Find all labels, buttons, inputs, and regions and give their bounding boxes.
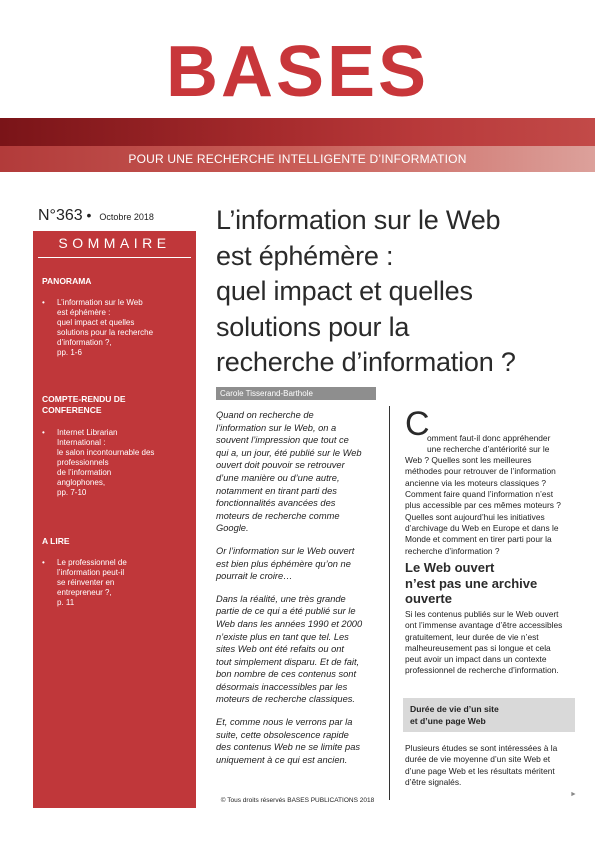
body-paragraph: Plusieurs études se sont intéressées à la durée de vie moyenne d’un site Web et d’une page Web et les résultats méritent d’être signalés. xyxy=(405,743,558,787)
sommaire-heading-a-lire: A LIRE xyxy=(42,536,70,546)
author-byline: Carole Tisserand-Barthole xyxy=(216,387,376,400)
article-lead-column xyxy=(216,409,380,776)
sommaire-item-compte-rendu[interactable]: • Internet Librarian International : le salon incontournable des professionnels de l’information anglophones, pp. 7-10 xyxy=(42,428,155,497)
lead-paragraph: Et, comme nous le verrons par la suite, cette obsolescence rapide des contenus Web ne se limite pas uniquement à ce qui est ancien. xyxy=(216,717,361,765)
body-paragraph: Si les contenus publiés sur le Web ouvert ont l’immense avantage d’être accessibles gratuitement, leur durée de vie n’est malheureusement pas si longue et cela peut avoir un impact dans un contexte professionnel de recherche d’information. xyxy=(405,609,563,676)
lead-paragraph: Or l’information sur le Web ouvert est bien plus éphémère qu’on ne pourrait le croire… xyxy=(216,545,355,582)
bullet-icon: • xyxy=(42,298,45,307)
sommaire-heading-panorama: PANORAMA xyxy=(42,276,92,286)
copyright-notice: © Tous droits réservés BASES PUBLICATIONS 2018 xyxy=(220,797,375,804)
issue-number: N°363 xyxy=(38,207,83,224)
header-banner xyxy=(0,118,595,146)
article-title: L’information sur le Web est éphémère : quel impact et quelles solutions pour la recherche d’information ? xyxy=(216,205,516,377)
next-page-arrow-icon[interactable]: ► xyxy=(570,791,577,798)
issue-info xyxy=(38,207,154,225)
tagline: POUR UNE RECHERCHE INTELLIGENTE D’INFORMATION xyxy=(0,146,595,172)
sommaire-heading-compte-rendu: COMPTE-RENDU DE CONFERENCE xyxy=(42,394,126,415)
sommaire-title: SOMMAIRE xyxy=(33,235,196,251)
issue-separator: • xyxy=(86,207,92,223)
sommaire-sidebar xyxy=(33,231,196,808)
brand-logo: BASES xyxy=(165,32,430,112)
bullet-icon: • xyxy=(42,558,45,567)
bullet-icon: • xyxy=(42,428,45,437)
sommaire-item-a-lire[interactable]: • Le professionnel de l’information peut-il se réinventer en entrepreneur ?, p. 11 xyxy=(42,558,127,607)
issue-date: Octobre 2018 xyxy=(99,212,154,222)
lead-paragraph: Quand on recherche de l’information sur le Web, on a souvent l’impression que tout ce qui a, un jour, été publié sur le Web ouvert doit pouvoir se retrouver d’une manière ou d’une autre, notamment en tirant parti des fonctionnalités avancées des moteurs de recherche comme Google. xyxy=(216,410,362,534)
lead-paragraph: Dans la réalité, une très grande partie de ce qui a été publié sur le Web dans les années 1990 et 2000 n’existe plus en tant que tel. Les sites Web ont été refaits ou ont tout simplement disparu. Et de fait, bon nombre de ces contenus sont désormais inaccessibles par les moteurs de recherche classiques. xyxy=(216,593,363,705)
boxed-subheading: Durée de vie d’un site et d’une page Web xyxy=(403,698,575,732)
column-divider xyxy=(389,406,390,800)
intro-paragraph: C omment faut-il donc appréhender une recherche d’antériorité sur le Web ? Quelles sont les meilleures méthodes pour retrouver de l’information ancienne via les moteurs classiques ? Comment faire quand l’information n’est plus accessible par ces mêmes moteurs ? Quelles sont aujourd’hui les initiatives d’archivage du Web en Europe et dans le Monde et comment en tirer parti pour la recherche d’information ? xyxy=(405,405,561,556)
sommaire-item-panorama[interactable]: • L’information sur le Web est éphémère : quel impact et quelles solutions pour la recherche d’information ?, pp. 1-6 xyxy=(42,298,154,357)
article-body-column xyxy=(405,405,575,568)
drop-cap: C xyxy=(405,405,430,443)
section-subheading: Le Web ouvert n’est pas une archive ouverte xyxy=(405,560,538,606)
